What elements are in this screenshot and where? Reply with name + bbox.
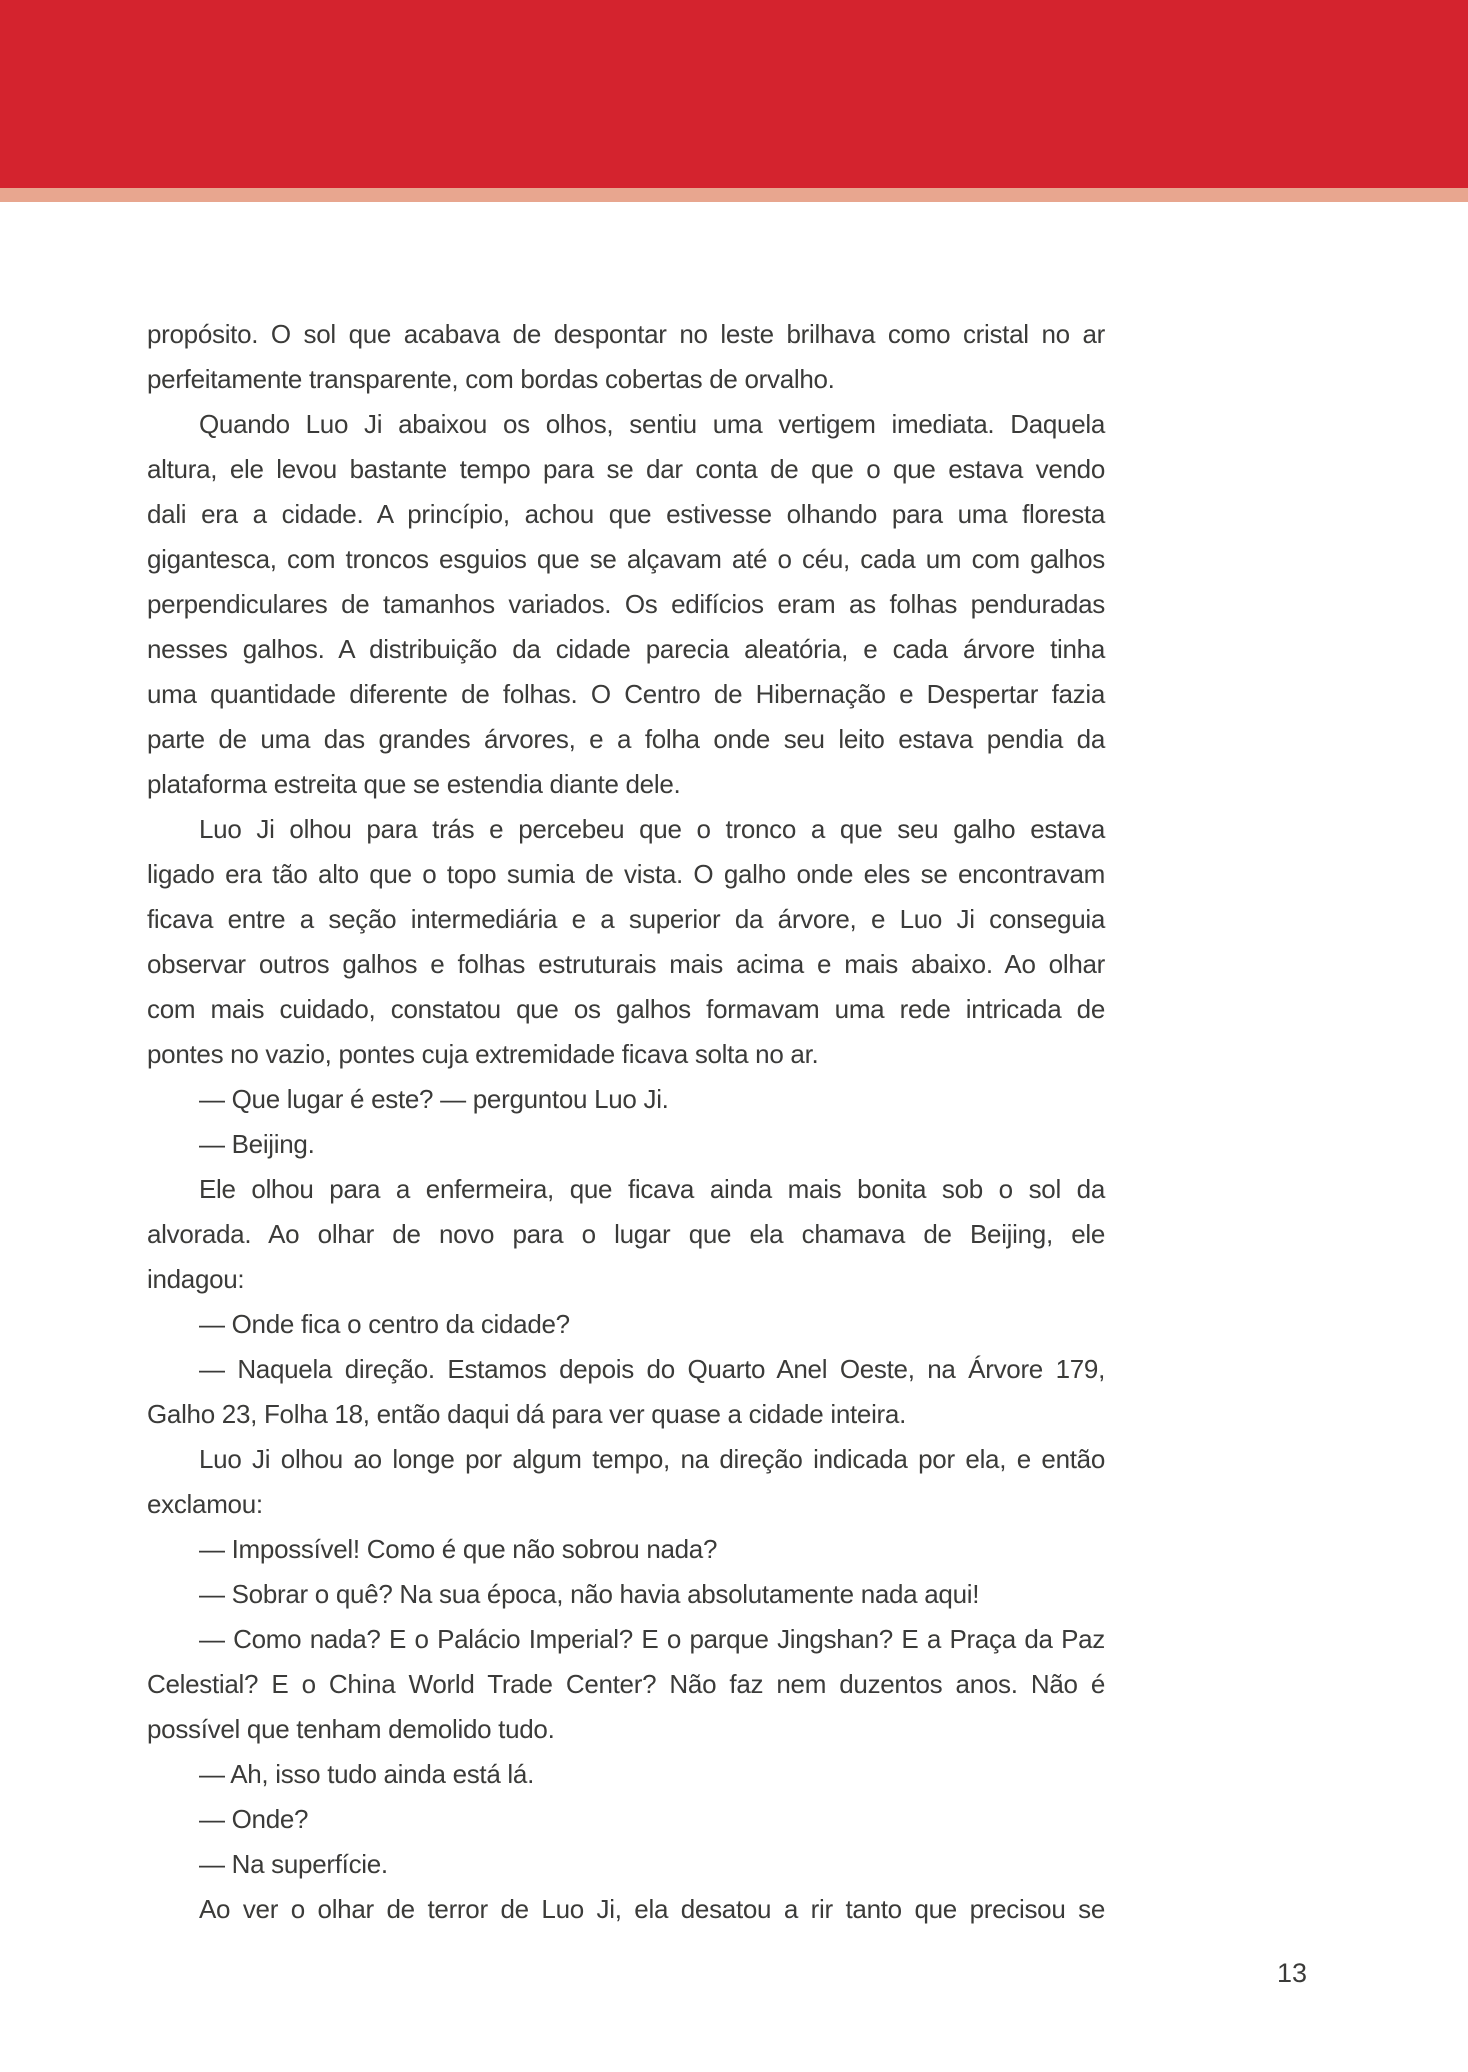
text-line: Celestial? E o China World Trade Center? Não faz nem duzentos anos. Não é [147, 1669, 1105, 1699]
text-line: nesses galhos. A distribuição da cidade parecia aleatória, e cada árvore tinha [147, 634, 1105, 664]
header-red-band [0, 0, 1468, 188]
page-body-text [147, 312, 1105, 1932]
text-line: Ele olhou para a enfermeira, que ficava ainda mais bonita sob o sol da [199, 1174, 1105, 1204]
text-line: observar outros galhos e folhas estruturais mais acima e mais abaixo. Ao olhar [147, 949, 1105, 979]
text-line: — Naquela direção. Estamos depois do Quarto Anel Oeste, na Árvore 179, [199, 1354, 1105, 1384]
text-line: parte de uma das grandes árvores, e a folha onde seu leito estava pendia da [147, 724, 1105, 754]
text-line: — Onde fica o centro da cidade? [199, 1309, 570, 1339]
page-number: 13 [1276, 1958, 1307, 1988]
text-line: — Na superfície. [199, 1849, 388, 1879]
text-line: — Onde? [199, 1804, 309, 1834]
text-line: — Como nada? E o Palácio Imperial? E o parque Jingshan? E a Praça da Paz [199, 1624, 1105, 1654]
text-line: — Ah, isso tudo ainda está lá. [199, 1759, 534, 1789]
text-line: — Beijing. [199, 1129, 315, 1159]
text-line: Luo Ji olhou para trás e percebeu que o tronco a que seu galho estava [199, 814, 1105, 844]
text-line: gigantesca, com troncos esguios que se alçavam até o céu, cada um com galhos [147, 544, 1105, 574]
text-line: ligado era tão alto que o topo sumia de vista. O galho onde eles se encontravam [147, 859, 1105, 889]
text-line: dali era a cidade. A princípio, achou que estivesse olhando para uma floresta [147, 499, 1105, 529]
text-line: Quando Luo Ji abaixou os olhos, sentiu uma vertigem imediata. Daquela [199, 409, 1105, 439]
text-line: uma quantidade diferente de folhas. O Centro de Hibernação e Despertar fazia [147, 679, 1105, 709]
text-line: perfeitamente transparente, com bordas cobertas de orvalho. [147, 364, 835, 394]
text-line: altura, ele levou bastante tempo para se dar conta de que o que estava vendo [147, 454, 1105, 484]
text-line: propósito. O sol que acabava de despontar no leste brilhava como cristal no ar [147, 319, 1105, 349]
text-line: exclamou: [147, 1489, 263, 1519]
header-salmon-strip [0, 188, 1468, 202]
text-line: plataforma estreita que se estendia diante dele. [147, 769, 681, 799]
text-line: com mais cuidado, constatou que os galhos formavam uma rede intricada de [147, 994, 1105, 1024]
text-line: indagou: [147, 1264, 245, 1294]
text-line: — Sobrar o quê? Na sua época, não havia absolutamente nada aqui! [199, 1579, 980, 1609]
text-line: Galho 23, Folha 18, então daqui dá para ver quase a cidade inteira. [147, 1399, 906, 1429]
text-line: — Impossível! Como é que não sobrou nada? [199, 1534, 718, 1564]
text-line: pontes no vazio, pontes cuja extremidade ficava solta no ar. [147, 1039, 819, 1069]
text-line: perpendiculares de tamanhos variados. Os edifícios eram as folhas penduradas [147, 589, 1105, 619]
text-line: — Que lugar é este? — perguntou Luo Ji. [199, 1084, 669, 1114]
text-line: Luo Ji olhou ao longe por algum tempo, na direção indicada por ela, e então [199, 1444, 1105, 1474]
text-line: Ao ver o olhar de terror de Luo Ji, ela desatou a rir tanto que precisou se [199, 1894, 1105, 1924]
text-line: possível que tenham demolido tudo. [147, 1714, 555, 1744]
text-line: ficava entre a seção intermediária e a superior da árvore, e Luo Ji conseguia [147, 904, 1105, 934]
text-line: alvorada. Ao olhar de novo para o lugar que ela chamava de Beijing, ele [147, 1219, 1105, 1249]
